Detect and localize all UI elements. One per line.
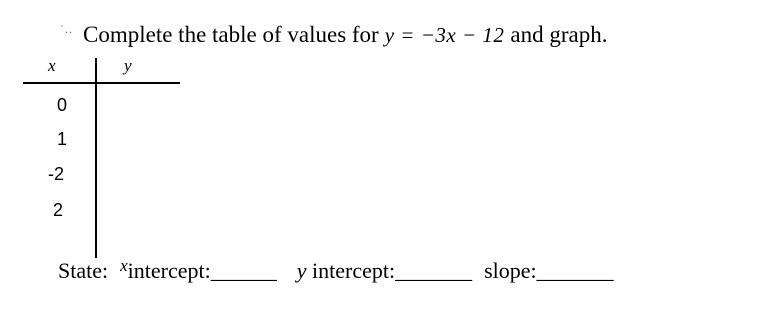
slope-blank[interactable]: slope:_______ bbox=[484, 258, 614, 283]
table-header-rule bbox=[23, 82, 180, 84]
x-value-cell: 0 bbox=[56, 95, 67, 115]
table-column-divider bbox=[95, 58, 97, 258]
problem-marker: ˙.. bbox=[60, 22, 73, 36]
problem-instruction bbox=[83, 22, 607, 48]
x-value-cell: 1 bbox=[56, 129, 67, 149]
x-intercept-blank[interactable]: intercept:______ bbox=[127, 258, 277, 283]
y-variable: y bbox=[296, 258, 307, 283]
y-intercept-blank[interactable]: intercept:_______ bbox=[306, 258, 473, 283]
state-label: State: bbox=[58, 258, 109, 283]
y-column-header: y bbox=[124, 56, 132, 75]
instruction-text-before: Complete the table of values for bbox=[83, 22, 379, 47]
x-value-cell: -2 bbox=[47, 164, 64, 184]
state-prompt bbox=[58, 258, 614, 284]
x-value-cell: 2 bbox=[52, 200, 63, 220]
x-column-header: x bbox=[48, 56, 56, 75]
equation: y = −3x − 12 bbox=[384, 23, 505, 47]
x-variable: x bbox=[120, 256, 128, 275]
instruction-text-after: and graph. bbox=[510, 22, 608, 47]
